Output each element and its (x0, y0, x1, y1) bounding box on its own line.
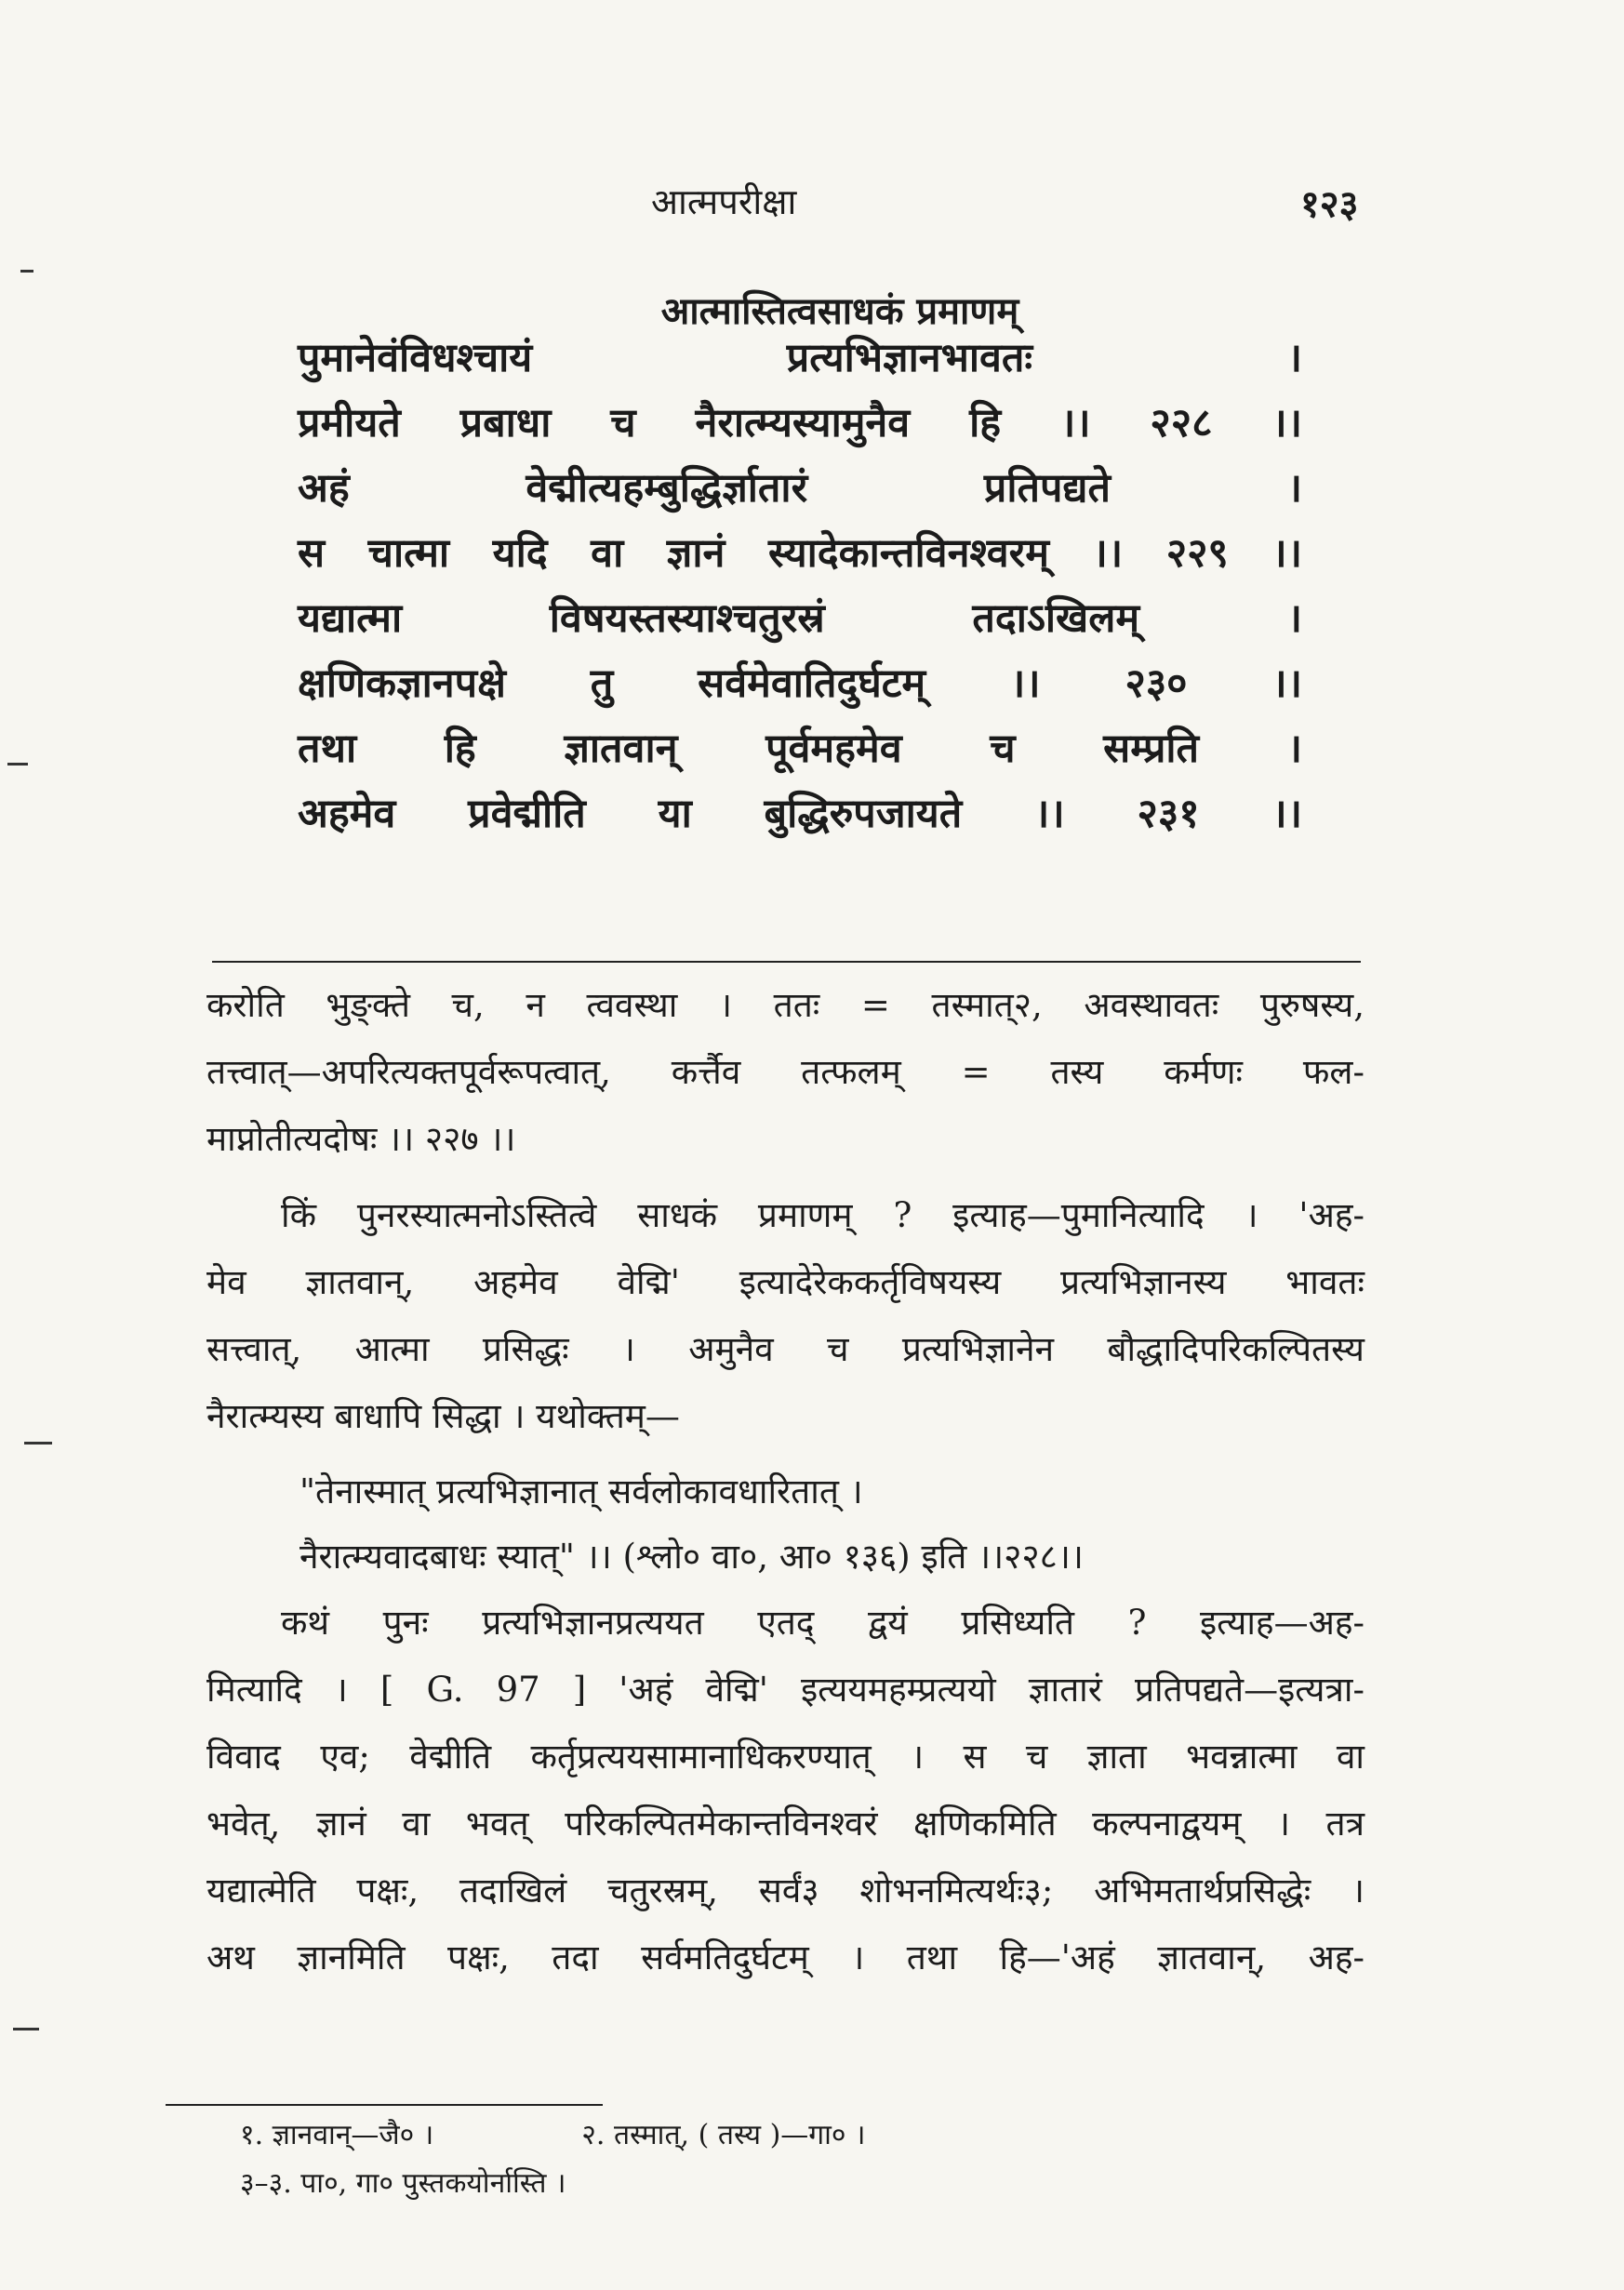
commentary-paragraph (206, 972, 1364, 1173)
footnote-row (240, 2160, 1263, 2208)
commentary-line: तत्त्वात्—अपरित्यक्तपूर्वरूपत्वात्, कर्त्तैव तत्फलम् = तस्य कर्मणः फल- (206, 1052, 1364, 1092)
verse-line: तथा हि ज्ञातवान् पूर्वमहमेव च सम्प्रति । (298, 726, 1302, 772)
footnote: १. ज्ञानवान्—जै० । (240, 2119, 434, 2151)
page-number: १२३ (1300, 182, 1359, 226)
scan-mark (20, 270, 33, 273)
commentary-line: मेव ज्ञातवान्, अहमेव वेद्मि' इत्यादेरेककर्तृविषयस्य प्रत्यभिज्ञानस्य भावतः (206, 1262, 1364, 1302)
quotation-block (206, 1459, 1364, 1590)
running-title: आत्मपरीक्षा (651, 181, 797, 222)
commentary-line: नैरात्म्यस्य बाधापि सिद्धा । यथोक्तम्— (206, 1396, 680, 1436)
section-heading: आत्मास्तित्वसाधकं प्रमाणम् (660, 289, 1019, 333)
scan-mark (24, 1442, 52, 1445)
footnote-rule (166, 2104, 603, 2106)
commentary-line: कथं पुनः प्रत्यभिज्ञानप्रत्ययत एतद् द्वयं प्रसिध्यति ? इत्याह—अह- (281, 1603, 1364, 1643)
verse-line: अहमेव प्रवेद्मीति या बुद्धिरुपजायते ।। २३१ ।। (298, 791, 1302, 837)
commentary-line: सत्त्वात्, आत्मा प्रसिद्धः । अमुनैव च प्रत्यभिज्ञानेन बौद्धादिपरिकल्पितस्य (206, 1329, 1364, 1369)
verse-line: अहं वेद्मीत्यहम्बुद्धिर्ज्ञातारं प्रतिपद्यते । (298, 465, 1302, 512)
verse-line: पुमानेवंविधश्चायं प्रत्यभिज्ञानभावतः । (298, 335, 1302, 381)
commentary-paragraph (206, 1182, 1364, 1450)
commentary-line: किं पुनरस्यात्मनोऽस्तित्वे साधकं प्रमाणम् ? इत्याह—पुमानित्यादि । 'अह- (281, 1195, 1364, 1235)
commentary-line: मित्यादि । [ G. 97 ] 'अहं वेद्मि' इत्ययमहम्प्रत्ययो ज्ञातारं प्रतिपद्यते—इत्यत्रा- (206, 1670, 1364, 1710)
footnote: २. तस्मात्, ( तस्य )—गा० । (581, 2119, 866, 2151)
commentary-line: यद्यात्मेति पक्षः, तदाखिलं चतुरस्रम्, सर्वं३ शोभनमित्यर्थः३; अभिमतार्थप्रसिद्धेः । (206, 1871, 1364, 1911)
quote-line: नैरात्म्यवादबाधः स्यात्" ।। (श्लो० वा०, आ० १३६) इति ।।२२८।। (300, 1537, 1084, 1577)
commentary-block (206, 972, 1364, 2001)
commentary-line: माप्नोतीत्यदोषः ।। २२७ ।। (206, 1119, 516, 1159)
section-divider (212, 961, 1361, 963)
verse-block (298, 326, 1302, 846)
scan-mark (13, 2028, 39, 2030)
commentary-line: करोति भुङ्क्ते च, न त्ववस्था । ततः = तस्मात्२, अवस्थावतः पुरुषस्य, (206, 985, 1364, 1025)
footnotes (240, 2111, 1263, 2208)
footnote-row (240, 2111, 1263, 2160)
verse-line: प्रमीयते प्रबाधा च नैरात्म्यस्यामुनैव हि ।। २२८ ।। (298, 400, 1302, 446)
verse-line: क्षणिकज्ञानपक्षे तु सर्वमेवातिदुर्घटम् ।। २३० ।। (298, 660, 1302, 707)
commentary-line: विवाद एव; वेद्मीति कर्तृप्रत्ययसामानाधिकरण्यात् । स च ज्ञाता भवन्नात्मा वा (206, 1737, 1364, 1777)
commentary-line: अथ ज्ञानमिति पक्षः, तदा सर्वमतिदुर्घटम् । तथा हि—'अहं ज्ञातवान्, अह- (206, 1937, 1364, 1977)
verse-line: यद्यात्मा विषयस्तस्याश्चतुरस्रं तदाऽखिलम् । (298, 595, 1302, 642)
commentary-line: भवेत्, ज्ञानं वा भवत् परिकल्पितमेकान्तविनश्वरं क्षणिकमिति कल्पनाद्वयम् । तत्र (206, 1804, 1364, 1844)
commentary-paragraph (206, 1590, 1364, 1991)
footnote: ३–३. पा०, गा० पुस्तकयोर्नास्ति । (240, 2167, 566, 2200)
verse-line: स चात्मा यदि वा ज्ञानं स्यादेकान्तविनश्वरम् ।। २२९ ।। (298, 530, 1302, 577)
page-header (0, 177, 1624, 233)
quote-line: "तेनास्मात् प्रत्यभिज्ञानात् सर्वलोकावधारितात् । (300, 1471, 863, 1511)
scan-mark (7, 763, 28, 766)
